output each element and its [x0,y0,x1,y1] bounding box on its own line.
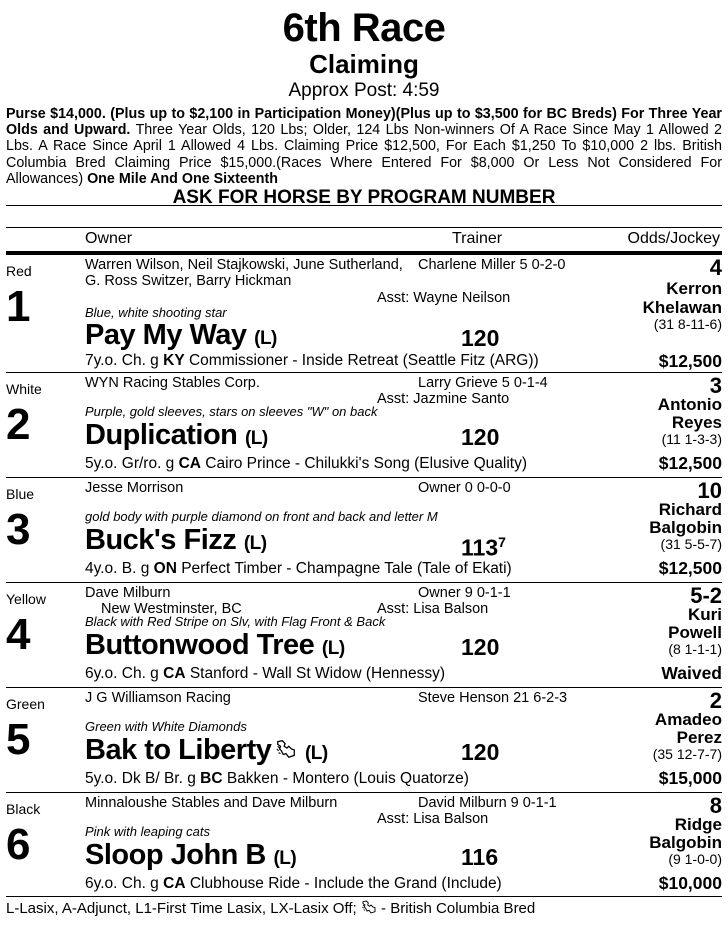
jockey-last-name: Perez [676,728,722,747]
purse-text: Purse $14,000. (Plus up to $2,100 in Participation Money)(Plus up to $3,500 for BC Breds) For Three Year Olds and Upward. [6,106,722,139]
program-number: 4 [6,610,31,659]
medication-code: (L) [244,428,268,449]
horse-name [85,630,345,664]
horse-name [85,525,267,559]
weight [461,635,499,659]
pedigree: Cairo Prince - Chilukki's Song (Elusive Quality) [201,455,527,472]
bred-state: ON [153,560,177,577]
program-number: 2 [6,400,31,449]
morning-line-odds: 3 [709,373,722,398]
horse-name [85,320,277,354]
age-sex: 6y.o. Ch. g [85,665,164,682]
age-sex: 6y.o. Ch. g [85,875,164,892]
morning-line-odds: 2 [709,688,722,713]
jockey-first-name: Amadeo [654,710,722,729]
jockey-stats: (35 12-7-7) [652,746,722,762]
breeding-line [85,770,469,787]
trainer-name: Charlene Miller 5 0-2-0 [418,257,566,273]
age-sex: 7y.o. Ch. g [85,352,164,369]
horse-name [85,420,268,454]
legend-text: L-Lasix, A-Adjunct, L1-First Time Lasix, LX-Lasix Off; [6,900,361,917]
jockey-last-name: Balgobin [649,833,722,852]
pedigree: Commissioner - Inside Retreat (Seattle Fitz (ARG)) [184,352,539,369]
bred-state: CA [163,665,186,682]
divider [6,205,722,206]
bc-legend-text: - British Columbia Bred [376,900,536,917]
silks-description: gold body with purple diamond on front and back and letter M [85,509,438,524]
bred-state: CA [178,455,201,472]
jockey-stats: (8 1-1-1) [668,641,722,657]
race-title: 6th Race [282,6,446,50]
morning-line-odds: 4 [709,255,722,280]
weight [461,530,506,560]
saddle-cloth-color: Blue [6,486,35,502]
age-sex: 5y.o. Gr/ro. g [85,455,179,472]
entry-row [6,373,722,478]
horse-name-text: Pay My Way [85,319,247,351]
owner-name: Minnaloushe Stables and Dave Milburn [85,795,338,811]
british-columbia-map-icon [275,738,297,760]
trainer-name: Owner 9 0-1-1 [418,585,511,601]
horse-name [85,735,328,769]
medication-code: (L) [321,638,345,659]
race-conditions [6,106,722,187]
weight-value: 120 [461,739,500,765]
entry-divider [6,896,722,897]
jockey-first-name: Ridge [674,815,722,834]
weight-value: 113 [461,534,499,561]
pedigree: Clubhouse Ride - Include the Grand (Include) [185,875,502,892]
assistant-trainer: Asst: Lisa Balson [377,601,489,617]
silks-description: Purple, gold sleeves, stars on sleeves "W" on back [85,404,378,419]
trainer-name: Owner 0 0-0-0 [418,480,511,496]
breeding-line [85,665,445,682]
claiming-price: $12,500 [658,558,722,578]
breeding-line [85,455,527,472]
horse-name-text: Buttonwood Tree [85,629,315,661]
race-header [0,0,728,102]
horse-name-text: Bak to Liberty [85,734,272,766]
conditions-text: Three Year Olds, 120 Lbs; Older, 124 Lbs Non-winners Of A Race Since May 1 Allowed 2 Lbs. A Race Since April 1 Allowed 4 Lbs. Claiming Price $12,500, For Each $1,250 To $10,000 2 lbs. British Columbia Bred Claiming Price $15,000.(Races Where Entered For $8,000 Or Less Not Considered For Allowances) [6,122,723,187]
claiming-price: $12,500 [658,453,722,473]
silks-description: Blue, white shooting star [85,305,227,320]
apprentice-allowance: 7 [498,534,506,550]
saddle-cloth-color: Black [6,801,41,817]
saddle-cloth-color: Yellow [6,591,46,607]
program-number: 6 [6,820,31,869]
legend [6,899,535,917]
saddle-cloth-color: White [6,381,42,397]
weight-value: 120 [461,634,500,660]
race-type: Claiming [309,49,419,79]
jockey-last-name: Balgobin [649,518,722,537]
entry-row [6,793,722,897]
medication-code: (L) [304,743,328,764]
claiming-price: Waived [661,663,722,683]
british-columbia-map-icon [361,899,377,915]
owner-name-line2: New Westminster, BC [101,601,242,617]
jockey-stats: (31 8-11-6) [653,316,722,332]
entry-row [6,255,722,373]
jockey-first-name: Kerron [666,279,722,298]
morning-line-odds: 10 [697,478,722,503]
entry-row [6,478,722,583]
divider [6,227,722,228]
morning-line-odds: 5-2 [690,583,722,608]
jockey-first-name: Richard [658,500,722,519]
claiming-price: $10,000 [658,873,722,893]
jockey-first-name: Antonio [657,395,722,414]
silks-description: Green with White Diamonds [85,719,247,734]
jockey-stats: (31 5-5-7) [660,536,722,552]
owner-name-line2: G. Ross Switzer, Barry Hickman [85,273,292,289]
breeding-line [85,875,502,892]
weight [461,740,499,764]
bred-state: BC [200,770,223,787]
pedigree: Perfect Timber - Champagne Tale (Tale of Ekati) [176,560,512,577]
jockey-last-name: Khelawan [642,298,722,317]
column-owner: Owner [85,230,133,247]
claiming-price: $12,500 [658,351,722,371]
breeding-line [85,560,512,577]
claiming-price: $15,000 [658,768,722,788]
weight [461,425,499,449]
jockey-first-name: Kuri [688,605,722,624]
weight-value: 120 [461,424,500,450]
weight [461,326,499,350]
horse-name-text: Buck's Fizz [85,524,237,556]
horse-name-text: Duplication [85,419,238,451]
weight-value: 120 [461,325,500,351]
silks-description: Pink with leaping cats [85,824,211,839]
entry-row [6,583,722,688]
jockey-stats: (11 1-3-3) [661,431,722,447]
column-odds-jockey: Odds/Jockey [627,230,720,247]
program-number: 1 [6,282,31,331]
bred-state: CA [163,875,186,892]
entry-row [6,688,722,793]
silks-description: Black with Red Stripe on Slv, with Flag Front & Back [85,614,386,629]
owner-name: Warren Wilson, Neil Stajkowski, June Sutherland, [85,257,403,273]
trainer-name: Steve Henson 21 6-2-3 [418,690,568,706]
jockey-last-name: Reyes [671,413,722,432]
program-number: 3 [6,505,31,554]
owner-name: Jesse Morrison [85,480,184,496]
horse-name-text: Sloop John B [85,839,266,871]
owner-name: WYN Racing Stables Corp. [85,375,260,391]
bred-state: KY [163,352,185,369]
assistant-trainer: Asst: Lisa Balson [377,811,489,827]
morning-line-odds: 8 [709,793,722,818]
medication-code: (L) [243,533,267,554]
owner-name: Dave Milburn [85,585,171,601]
pedigree: Bakken - Montero (Louis Quatorze) [222,770,469,787]
pedigree: Stanford - Wall St Widow (Hennessy) [185,665,446,682]
horse-name [85,840,296,874]
trainer-name: David Milburn 9 0-1-1 [418,795,557,811]
medication-code: (L) [273,848,297,869]
jockey-last-name: Powell [668,623,722,642]
saddle-cloth-color: Green [6,696,45,712]
weight-value: 116 [461,844,499,870]
age-sex: 4y.o. B. g [85,560,154,577]
trainer-name: Larry Grieve 5 0-1-4 [418,375,548,391]
owner-name: J G Williamson Racing [85,690,231,706]
distance-text: One Mile And One Sixteenth [87,170,278,187]
column-trainer: Trainer [452,230,503,247]
jockey-stats: (9 1-0-0) [668,851,722,867]
breeding-line [85,352,539,369]
ask-banner: ASK FOR HORSE BY PROGRAM NUMBER [172,187,556,209]
weight [461,845,498,869]
medication-code: (L) [254,328,277,349]
post-time: Approx Post: 4:59 [288,80,440,101]
program-number: 5 [6,715,31,764]
age-sex: 5y.o. Dk B/ Br. g [85,770,201,787]
assistant-trainer: Asst: Jazmine Santo [377,391,510,407]
saddle-cloth-color: Red [6,263,32,279]
assistant-trainer: Asst: Wayne Neilson [377,290,511,306]
